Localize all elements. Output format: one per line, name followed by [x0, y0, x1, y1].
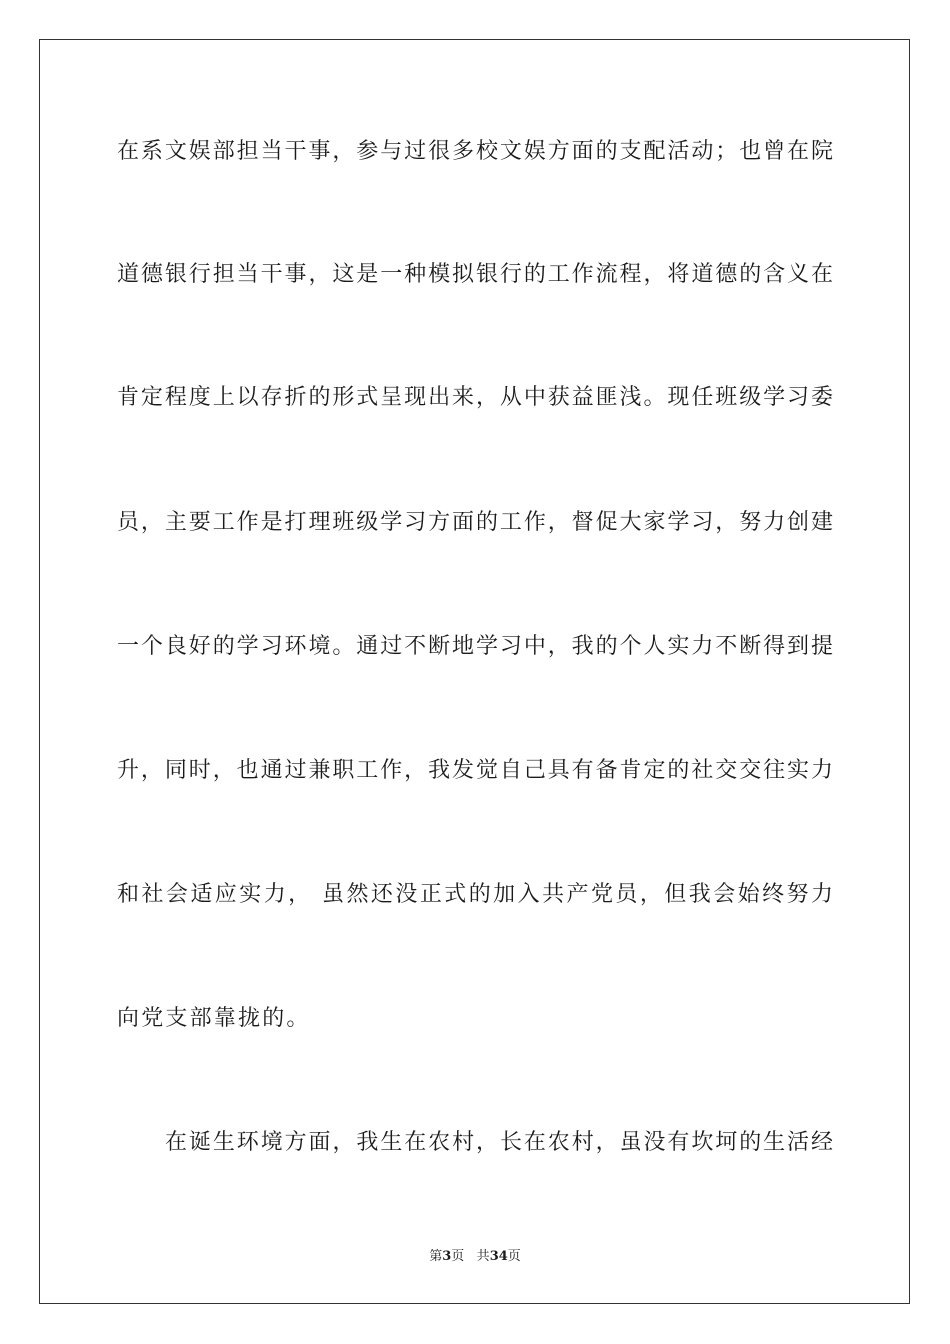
paragraph-line-4: 员，主要工作是打理班级学习方面的工作，督促大家学习，努力创建 [117, 510, 833, 535]
paragraph-line-6: 升，同时，也通过兼职工作，我发觉自己具有备肯定的社交交往实力 [117, 758, 833, 783]
paragraph-line-8: 向党支部靠拢的。 [117, 1006, 311, 1031]
paragraph-line-3: 肯定程度上以存折的形式呈现出来，从中获益匪浅。现任班级学习委 [117, 385, 833, 410]
total-pages-number: 34 [489, 1249, 508, 1264]
paragraph-line-2: 道德银行担当干事，这是一种模拟银行的工作流程，将道德的含义在 [117, 262, 833, 287]
paragraph-line-1: 在系文娱部担当干事，参与过很多校文娱方面的支配活动；也曾在院 [117, 139, 833, 164]
paragraph-line-9: 在诞生环境方面，我生在农村，长在农村，虽没有坎坷的生活经 [165, 1130, 833, 1155]
page-border [39, 39, 910, 1304]
total-prefix: 共 [476, 1249, 490, 1264]
total-suffix: 页 [507, 1249, 521, 1264]
paragraph-line-7: 和社会适应实力， 虽然还没正式的加入共产党员，但我会始终努力 [117, 882, 833, 907]
page-footer [0, 1248, 950, 1266]
current-page-number: 3 [442, 1249, 452, 1264]
page-prefix: 第 [429, 1249, 443, 1264]
paragraph-line-5: 一个良好的学习环境。通过不断地学习中，我的个人实力不断得到提 [117, 634, 833, 659]
page-suffix: 页 [451, 1249, 465, 1264]
